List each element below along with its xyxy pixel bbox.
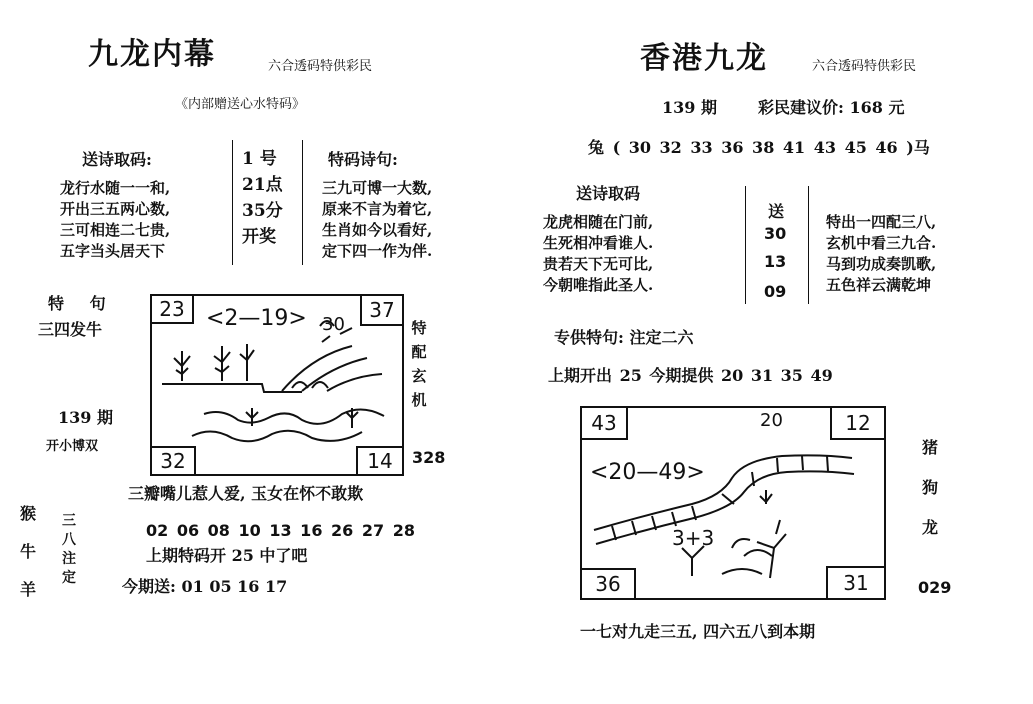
right-price: 彩民建议价: 168 元 bbox=[758, 98, 905, 117]
right-poem-2 bbox=[826, 212, 936, 296]
left-zhuding: 三八注定 bbox=[62, 513, 76, 586]
zodiac-monkey: 猴 bbox=[20, 504, 37, 523]
left-code-line-1: 三九可博一大数, bbox=[322, 179, 433, 197]
zodiac-goat: 羊 bbox=[20, 580, 37, 599]
right-poem2-line-3: 马到功成奏凯歌, bbox=[826, 255, 937, 273]
left-code-poem bbox=[322, 178, 432, 262]
right-pic-tl: 43 bbox=[580, 406, 628, 440]
left-poem-line-3: 三可相连二七贵, bbox=[60, 221, 171, 239]
left-draw-hour: 21点 bbox=[242, 175, 283, 195]
right-pic-bl: 36 bbox=[580, 568, 636, 600]
left-poem-line-4: 五字当头居天下 bbox=[60, 242, 166, 260]
right-pic-sketch bbox=[582, 408, 880, 594]
left-poem-line-2: 开出三五两心数, bbox=[60, 200, 171, 218]
right-zodiac-dragon: 龙 bbox=[922, 518, 939, 537]
left-code-line-3: 生肖如今以看好, bbox=[322, 221, 433, 239]
right-send-num-1: 30 bbox=[764, 224, 787, 243]
right-zodiac-dog: 狗 bbox=[922, 478, 939, 497]
left-this-send: 今期送: 01 05 16 17 bbox=[122, 577, 288, 596]
right-poem2-line-1: 特出一四配三八, bbox=[826, 213, 937, 231]
zodiac-ox: 牛 bbox=[20, 542, 37, 561]
left-pic-tr: 37 bbox=[360, 294, 404, 326]
right-pic-br: 31 bbox=[826, 566, 886, 600]
left-poem-line-1: 龙行水随一一和, bbox=[60, 179, 171, 197]
teju-label: 特 句 bbox=[48, 294, 116, 313]
left-draw-minute: 35分 bbox=[242, 201, 283, 221]
left-pic-tl: 23 bbox=[150, 294, 194, 324]
left-pic-sketch bbox=[152, 296, 398, 470]
right-pic-mid: 3+3 bbox=[672, 526, 715, 550]
left-numbers: 02 06 08 10 13 16 26 27 28 bbox=[146, 521, 415, 540]
left-pic-bl: 32 bbox=[150, 446, 196, 476]
left-side-num: 328 bbox=[412, 448, 446, 467]
right-send-num-2: 13 bbox=[764, 252, 787, 271]
right-poem-line-4: 今朝唯指此圣人. bbox=[543, 276, 654, 294]
right-pic-deco: 20 bbox=[760, 410, 783, 431]
left-code-line-4: 定下四一作为伴. bbox=[322, 242, 433, 260]
left-divider-1 bbox=[232, 140, 233, 265]
right-pic-tr: 12 bbox=[830, 406, 886, 440]
left-slogan: 三瓣嘴儿惹人爱, 玉女在怀不敢欺 bbox=[128, 484, 364, 503]
right-footer: 一七对九走三五, 四六五八到本期 bbox=[580, 622, 816, 641]
left-poem bbox=[60, 178, 170, 262]
left-title: 九龙内幕 bbox=[88, 37, 216, 72]
right-zodiac-row: 兔 ( 30 32 33 36 38 41 43 45 46 )马 bbox=[588, 138, 930, 157]
left-tagline: 《内部赠送心水特码》 bbox=[175, 97, 306, 112]
right-poem bbox=[543, 212, 653, 296]
left-draw-num: 1 号 bbox=[242, 149, 277, 169]
right-side-num: 029 bbox=[918, 578, 952, 597]
right-special: 专供特句: 注定二六 bbox=[554, 328, 694, 347]
left-pic-deco: 30 bbox=[322, 314, 345, 335]
right-poem2-line-2: 玄机中看三九合. bbox=[826, 234, 937, 252]
right-poem-line-2: 生死相冲看谁人. bbox=[543, 234, 654, 252]
right-subtitle: 六合透码特供彩民 bbox=[812, 59, 917, 74]
right-divider-2 bbox=[808, 186, 809, 304]
left-divider-2 bbox=[302, 140, 303, 265]
teju-value: 三四发牛 bbox=[38, 320, 103, 339]
left-subtitle: 六合透码特供彩民 bbox=[268, 59, 373, 74]
right-poem-line-1: 龙虎相随在门前, bbox=[543, 213, 654, 231]
right-poem-head: 送诗取码 bbox=[576, 184, 641, 203]
left-poem-head: 送诗取码: bbox=[82, 150, 152, 169]
right-issue: 139 期 bbox=[662, 98, 717, 117]
right-poem2-line-4: 五色祥云满乾坤 bbox=[826, 276, 932, 294]
left-issue-tip: 开小博双 bbox=[46, 439, 99, 454]
left-pic-br: 14 bbox=[356, 446, 404, 476]
right-divider-1 bbox=[745, 186, 746, 304]
right-poem-line-3: 贵若天下无可比, bbox=[543, 255, 654, 273]
right-send-label: 送 bbox=[768, 202, 785, 221]
left-pic-range: <2—19> bbox=[206, 306, 307, 331]
left-draw-label: 开奖 bbox=[242, 227, 276, 247]
left-last-special: 上期特码开 25 中了吧 bbox=[146, 546, 308, 565]
left-issue: 139 期 bbox=[58, 408, 113, 427]
left-code-head: 特码诗句: bbox=[328, 150, 398, 169]
left-draw-info bbox=[242, 146, 283, 250]
right-last-open: 上期开出 25 今期提供 20 31 35 49 bbox=[548, 366, 833, 385]
left-side-vertical: 特配玄机 bbox=[411, 319, 427, 409]
right-pic-range: <20—49> bbox=[590, 460, 705, 485]
right-zodiac-pig: 猪 bbox=[922, 438, 939, 457]
right-send-num-3: 09 bbox=[764, 282, 787, 301]
left-code-line-2: 原来不言为着它, bbox=[322, 200, 433, 218]
right-title: 香港九龙 bbox=[640, 41, 768, 76]
